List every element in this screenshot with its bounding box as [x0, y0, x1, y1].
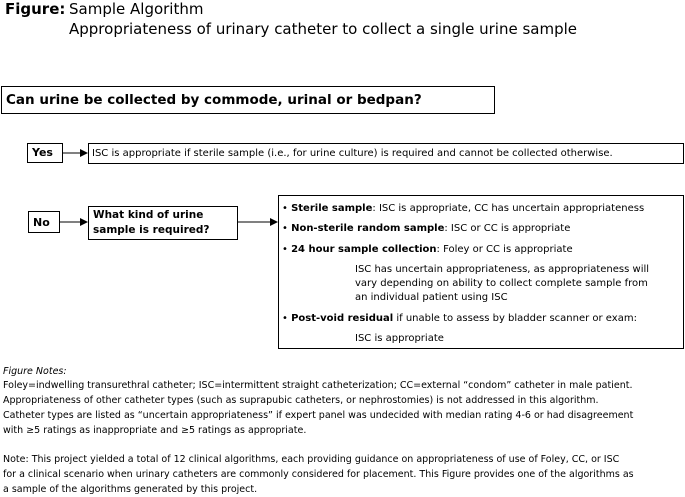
yes-label: Yes — [32, 146, 53, 159]
option-nonsterile-head: Non-sterile random sample — [291, 223, 445, 234]
note-line3: a sample of the algorithms generated by this project. — [3, 484, 258, 495]
option-sterile: • Sterile sample: ISC is appropriate, CC has uncertain appropriateness — [282, 203, 645, 214]
option-24hour-rest: : Foley or CC is appropriate — [436, 244, 573, 255]
figure-label: Figure: — [5, 0, 66, 18]
option-nonsterile: • Non-sterile random sample: ISC or CC is appropriate — [282, 223, 571, 234]
figure-subtitle: Appropriateness of urinary catheter to collect a single urine sample — [69, 20, 578, 38]
notes-line1: Foley=indwelling transurethral catheter; ISC=intermittent straight catheterization; CC=external “condom” catheter in male patient. — [3, 380, 633, 391]
option-postvoid-head: Post-void residual — [291, 313, 394, 324]
sample-kind-line2: sample is required? — [93, 224, 210, 236]
notes-heading-text: Figure Notes — [3, 366, 64, 377]
note-line1: Note: This project yielded a total of 12 clinical algorithms, each providing guidance on appropriateness of use of Foley, CC, or ISC — [3, 454, 620, 465]
option-postvoid-note: ISC is appropriate — [355, 333, 444, 344]
option-nonsterile-rest: : ISC or CC is appropriate — [444, 223, 571, 234]
note-line2: for a clinical scenario when urinary catheters are commonly considered for placement. This Figure provides one of the algorithms as — [3, 469, 634, 480]
question-text: Can urine be collected by commode, urinal or bedpan? — [6, 92, 422, 108]
notes-line4: with ≥5 ratings as inappropriate and ≥5 ratings as appropriate. — [3, 425, 307, 436]
option-sterile-head: Sterile sample — [291, 203, 373, 214]
option-postvoid-rest: if unable to assess by bladder scanner or exam: — [393, 313, 637, 324]
sample-kind-line1: What kind of urine — [93, 209, 204, 221]
option-24hour-head: 24 hour sample collection — [291, 244, 437, 255]
option-postvoid: • Post-void residual if unable to assess by bladder scanner or exam: — [282, 313, 637, 324]
yes-result-text: ISC is appropriate if sterile sample (i.e., for urine culture) is required and cannot be collected otherwise. — [92, 148, 613, 159]
figure-title: Sample Algorithm — [69, 0, 204, 18]
option-24hour-note2: vary depending on ability to collect complete sample from — [355, 278, 648, 289]
option-sterile-rest: : ISC is appropriate, CC has uncertain appropriateness — [372, 203, 645, 214]
option-24hour: • 24 hour sample collection: Foley or CC is appropriate — [282, 244, 573, 255]
option-24hour-note3: an individual patient using ISC — [355, 292, 508, 303]
notes-line2: Appropriateness of other catheter types (such as suprapubic catheters, or nephrostomies) is not addressed in this algorithm. — [3, 395, 599, 406]
figure-notes-heading: Figure Notes: — [3, 366, 67, 377]
no-label: No — [33, 216, 50, 229]
option-24hour-note1: ISC has uncertain appropriateness, as appropriateness will — [355, 264, 650, 275]
notes-line3: Catheter types are listed as “uncertain appropriateness” if expert panel was undecided with median rating 4-6 or had disagreement — [3, 410, 634, 421]
